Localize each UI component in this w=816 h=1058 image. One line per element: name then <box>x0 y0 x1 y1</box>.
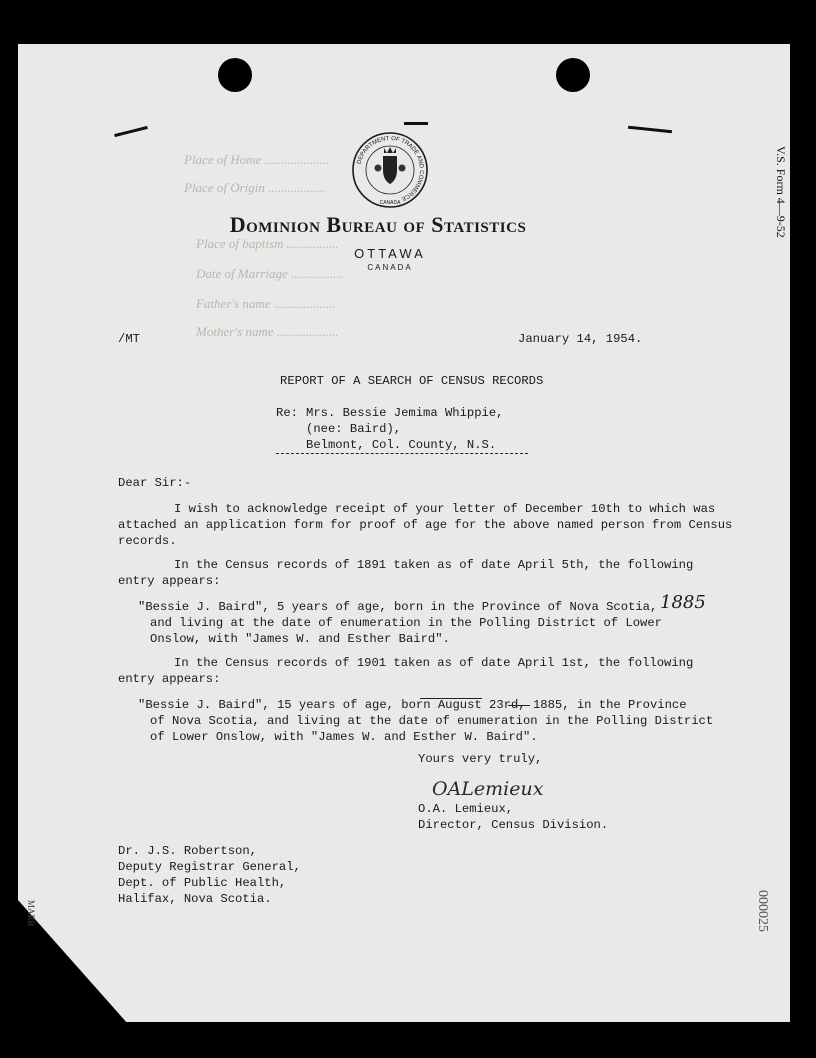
salutation: Dear Sir:- <box>118 476 192 490</box>
reference-code: /MT <box>118 332 140 346</box>
subject-line: REPORT OF A SEARCH OF CENSUS RECORDS <box>280 374 544 388</box>
recipient-line-1: Dr. J.S. Robertson, <box>118 844 257 858</box>
quote-2-line-1: "Bessie J. Baird", 15 years of age, born August 23rd, 1885, in the Province <box>138 698 687 712</box>
paragraph-1-line-2: attached an application form for proof of age for the above named person from Census <box>118 518 733 532</box>
supporter-unicorn-icon <box>399 165 406 172</box>
re-label: Re: <box>276 406 298 420</box>
form-number: V.S. Form 4—9-52 <box>774 146 788 238</box>
signer-name: O.A. Lemieux, <box>418 802 514 816</box>
re-line-1: Mrs. Bessie Jemima Whippie, <box>306 406 504 420</box>
handwritten-underline <box>508 705 530 706</box>
signature: OALemieux <box>432 778 544 800</box>
paragraph-1-line-3: records. <box>118 534 177 548</box>
stamp-number: 000025 <box>755 890 770 932</box>
closing: Yours very truly, <box>418 752 543 766</box>
bleed-through: Place of baptism ................ <box>196 236 339 251</box>
letterhead-city: OTTAWA <box>354 246 426 261</box>
recipient-line-2: Deputy Registrar General, <box>118 860 301 874</box>
paragraph-3-line-1: In the Census records of 1901 taken as of date April 1st, the following <box>174 656 694 670</box>
letter-date: January 14, 1954. <box>518 332 643 346</box>
shield-icon <box>383 156 397 184</box>
bleed-through: Mother's name ................... <box>196 324 339 339</box>
letterhead-country: CANADA <box>367 263 413 272</box>
quote-1-line-2: and living at the date of enumeration in the Polling District of Lower <box>150 616 662 630</box>
letterhead-title: Dominion Bureau of Statistics <box>229 212 527 237</box>
paragraph-2-line-2: entry appears: <box>118 574 221 588</box>
bleed-through: Date of Marriage ................ <box>196 266 343 281</box>
quote-2-line-2: of Nova Scotia, and living at the date of enumeration in the Polling District <box>150 714 714 728</box>
recipient-line-3: Dept. of Public Health, <box>118 876 287 890</box>
crown-icon <box>384 147 396 153</box>
bleed-through: Father's name ................... <box>196 296 336 311</box>
staple-mark <box>404 122 428 125</box>
paragraph-3-line-2: entry appears: <box>118 672 221 686</box>
bleed-through: Place of Origin .................. <box>184 180 327 195</box>
handwritten-year: 1885 <box>660 592 706 613</box>
quote-1-line-3: Onslow, with "James W. and Esther Baird". <box>150 632 450 646</box>
coat-of-arms-seal <box>350 130 430 210</box>
punch-hole <box>218 58 252 92</box>
re-line-3: Belmont, Col. County, N.S. <box>306 438 497 452</box>
seal-ring-text: DEPARTMENT OF TRADE AND COMMERCE <box>356 135 425 202</box>
supporter-lion-icon <box>375 165 382 172</box>
margin-mark: MARR <box>26 900 36 927</box>
paragraph-2-line-1: In the Census records of 1891 taken as of date April 5th, the following <box>174 558 694 572</box>
re-underline <box>276 453 528 454</box>
paragraph-1-line-1: I wish to acknowledge receipt of your letter of December 10th to which was <box>174 502 716 516</box>
recipient-line-4: Halifax, Nova Scotia. <box>118 892 272 906</box>
seal-bottom-text: CANADA <box>379 200 401 206</box>
quote-1-line-1: "Bessie J. Baird", 5 years of age, born in the Province of Nova Scotia, <box>138 600 658 614</box>
re-line-2: (nee: Baird), <box>306 422 402 436</box>
handwritten-underline <box>420 698 482 699</box>
punch-hole <box>556 58 590 92</box>
signer-title: Director, Census Division. <box>418 818 609 832</box>
bleed-through: Place of Home .................... <box>184 152 330 167</box>
quote-2-line-3: of Lower Onslow, with "James W. and Esther W. Baird". <box>150 730 538 744</box>
